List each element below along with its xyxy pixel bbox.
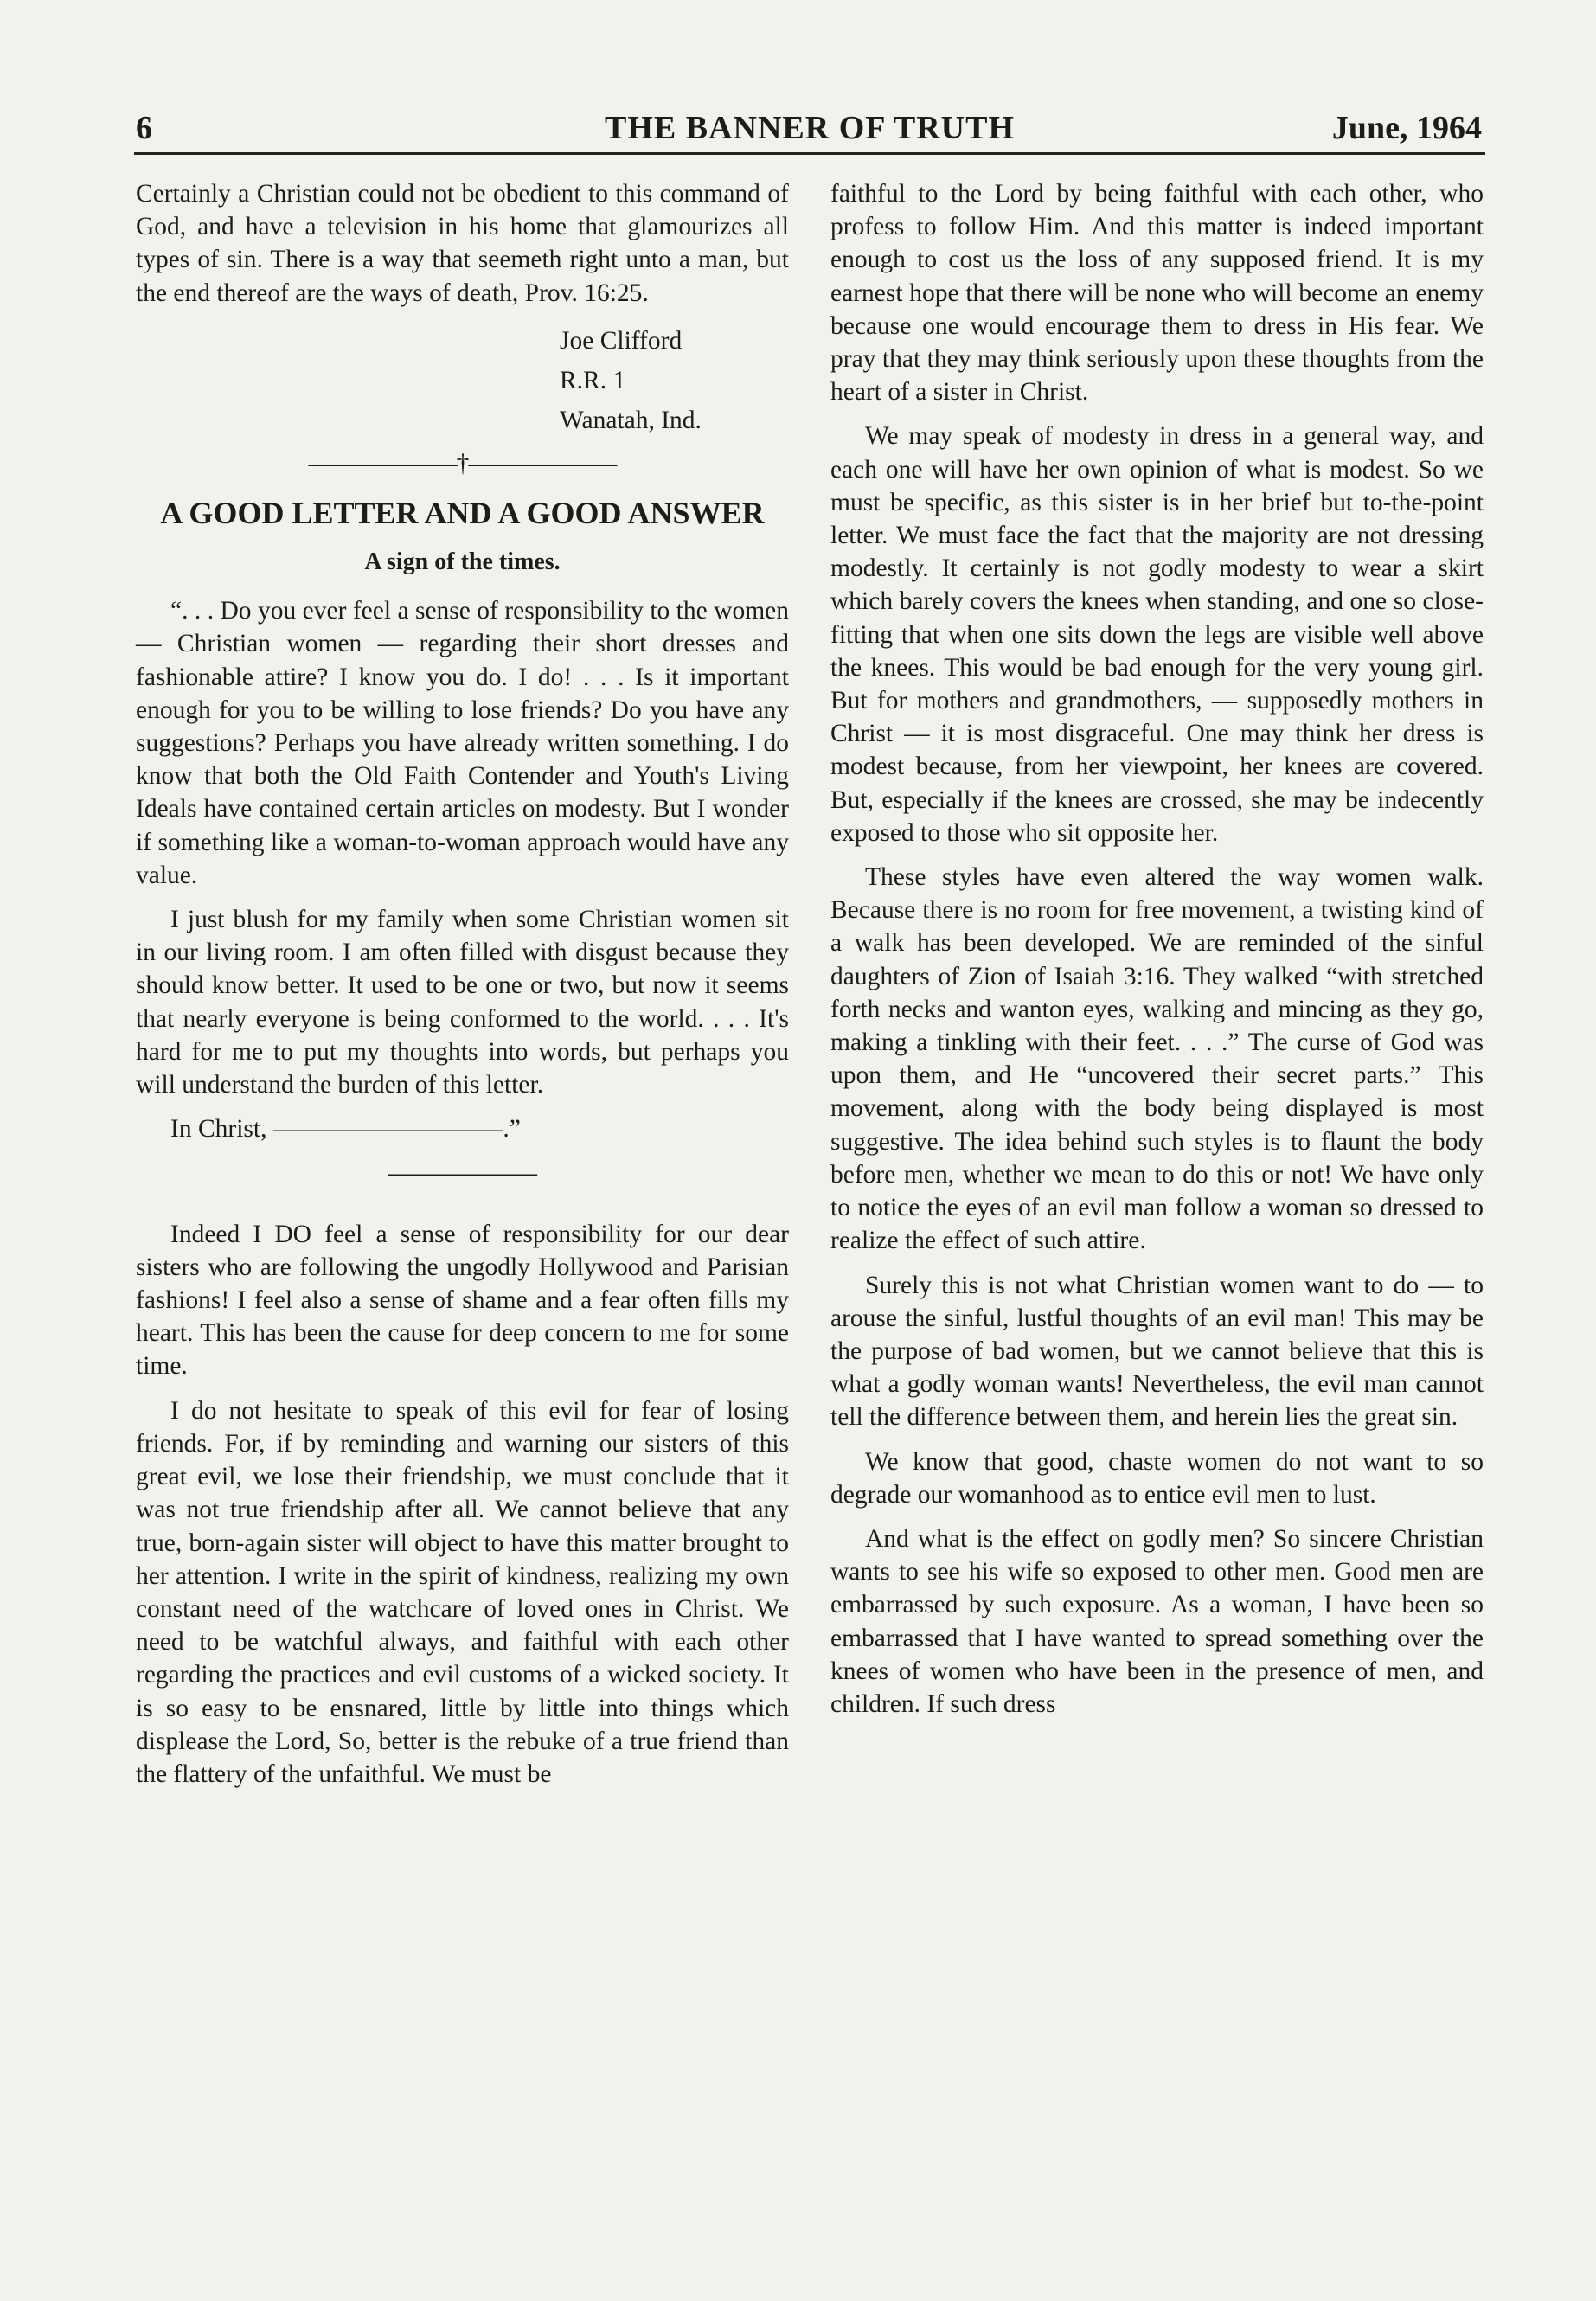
letter-paragraph: “. . . Do you ever feel a sense of responsibility to the women — Christian women — regarding their short dresses and fashionable attire? I know you do. I do! . . . Is it important enough for you to be willing to lose friends? Do you have any suggestions? Perhaps you have already written something. I do know that both the Old Faith Contender and Youth's Living Ideals have contained certain articles on modesty. But I wonder if something like a woman-to-woman approach would have any value. — [136, 597, 789, 889]
article-title: A GOOD LETTER AND A GOOD ANSWER — [160, 496, 765, 531]
paragraph: And what is the effect on godly men? So sincere Christian wants to see his wife so exposed to other men. Good men are embarrassed by such exposure. As a woman, I have been so embarrassed that I have wanted to spread something over the knees of women who have been in the presence of men, and children. If such dress — [830, 1524, 1484, 1718]
publication-title: THE BANNER OF TRUTH — [604, 110, 1016, 146]
paragraph: These styles have even altered the way women walk. Because there is no room for free movement, a twisting kind of a walk has been developed. We are reminded of the sinful daughters of Zion of Isaiah 3:16. They walked “with stretched forth necks and wanton eyes, walking and mincing as they go, making a tinkling with their feet. . . .” The curse of God was upon them, and He “uncovered their secret parts.” This movement, along with the body being displayed is most suggestive. The idea behind such styles is to flaunt the body before men, whether we mean to do this or not! We have only to notice the eyes of an evil man follow a woman so dressed to realize the effect of such attire. — [830, 863, 1484, 1255]
signature-name: Joe Clifford — [560, 326, 683, 355]
signature-city: Wanatah, Ind. — [560, 406, 702, 434]
short-rule: —————— — [388, 1159, 536, 1188]
paragraph: faithful to the Lord by being faithful with each other, who profess to follow Him. And this matter is indeed important enough to cost us the loss of any supposed friend. It is my earnest hope that there will be none who will become an enemy because one would encourage them to dress in His fear. We pray that they may think seriously upon these thoughts from the heart of a sister in Christ. — [830, 180, 1484, 407]
signature-block — [560, 321, 789, 440]
article-subtitle: A sign of the times. — [364, 548, 561, 576]
answer-paragraph: I do not hesitate to speak of this evil for fear of losing friends. For, if by reminding and warning our sisters of this great evil, we lose their friendship, we must conclude that it was not true friendship after all. We cannot believe that any true, born-again sister will object to have this matter brought to her attention. I write in the spirit of kindness, realizing my own constant need of the watchcare of loved ones in Christ. We need to be watchful always, and faithful with each other regarding the practices and evil customs of a wicked society. It is so easy to be ensnared, little by little into things which displease the Lord, So, better is the rebuke of a true friend than the flattery of the unfaithful. We must be — [136, 1396, 789, 1788]
letter-paragraph: I just blush for my family when some Christian women sit in our living room. I am often filled with disgust because they should know better. It used to be one or two, but now it seems that nearly everyone is being conformed to the world. . . . It's hard for me to put my thoughts into words, but perhaps you will understand the burden of this letter. — [136, 906, 789, 1099]
issue-date: June, 1964 — [1331, 110, 1482, 146]
signature-address: R.R. 1 — [560, 366, 626, 394]
right-column — [830, 177, 1484, 1732]
section-divider: ——————†—————— — [308, 449, 617, 478]
paragraph: We know that good, chaste women do not want to so degrade our womanhood as to entice evil men to lust. — [830, 1447, 1484, 1509]
page-number: 6 — [136, 110, 152, 146]
answer-paragraph: Indeed I DO feel a sense of responsibility for our dear sisters who are following the ungodly Hollywood and Parisian fashions! I feel also a sense of shame and a fear often fills my heart. This has been the cause for deep concern to me for some time. — [136, 1220, 789, 1381]
page-header — [134, 109, 1485, 155]
left-column — [136, 177, 789, 1802]
paragraph: We may speak of modesty in dress in a general way, and each one will have her own opinion of what is modest. So we must be specific, as this sister is in her brief but to-the-point letter. We must face the fact that the majority are not dressing modestly. It certainly is not godly modesty to wear a skirt which barely covers the knees when standing, and one so close-fitting that when one sits down the legs are visible well above the knees. This would be bad enough for the very young girl. But for mothers and grandmothers, — supposedly mothers in Christ — it is most disgraceful. One may think her dress is modest because, from her viewpoint, her knees are covered. But, especially if the knees are crossed, she may be indecently exposed to those who sit opposite her. — [830, 422, 1484, 847]
letter-closing: In Christ, —————————.” — [170, 1115, 521, 1144]
paragraph: Surely this is not what Christian women want to do — to arouse the sinful, lustful thoughts of an evil man! This may be the purpose of bad women, but we cannot believe that this is what a godly woman wants! Nevertheless, the evil man cannot tell the difference between them, and herein lies the great sin. — [830, 1271, 1484, 1432]
paragraph: Certainly a Christian could not be obedient to this command of God, and have a television in his home that glamourizes all types of sin. There is a way that seemeth right unto a man, but the end thereof are the ways of death, Prov. 16:25. — [136, 180, 789, 307]
